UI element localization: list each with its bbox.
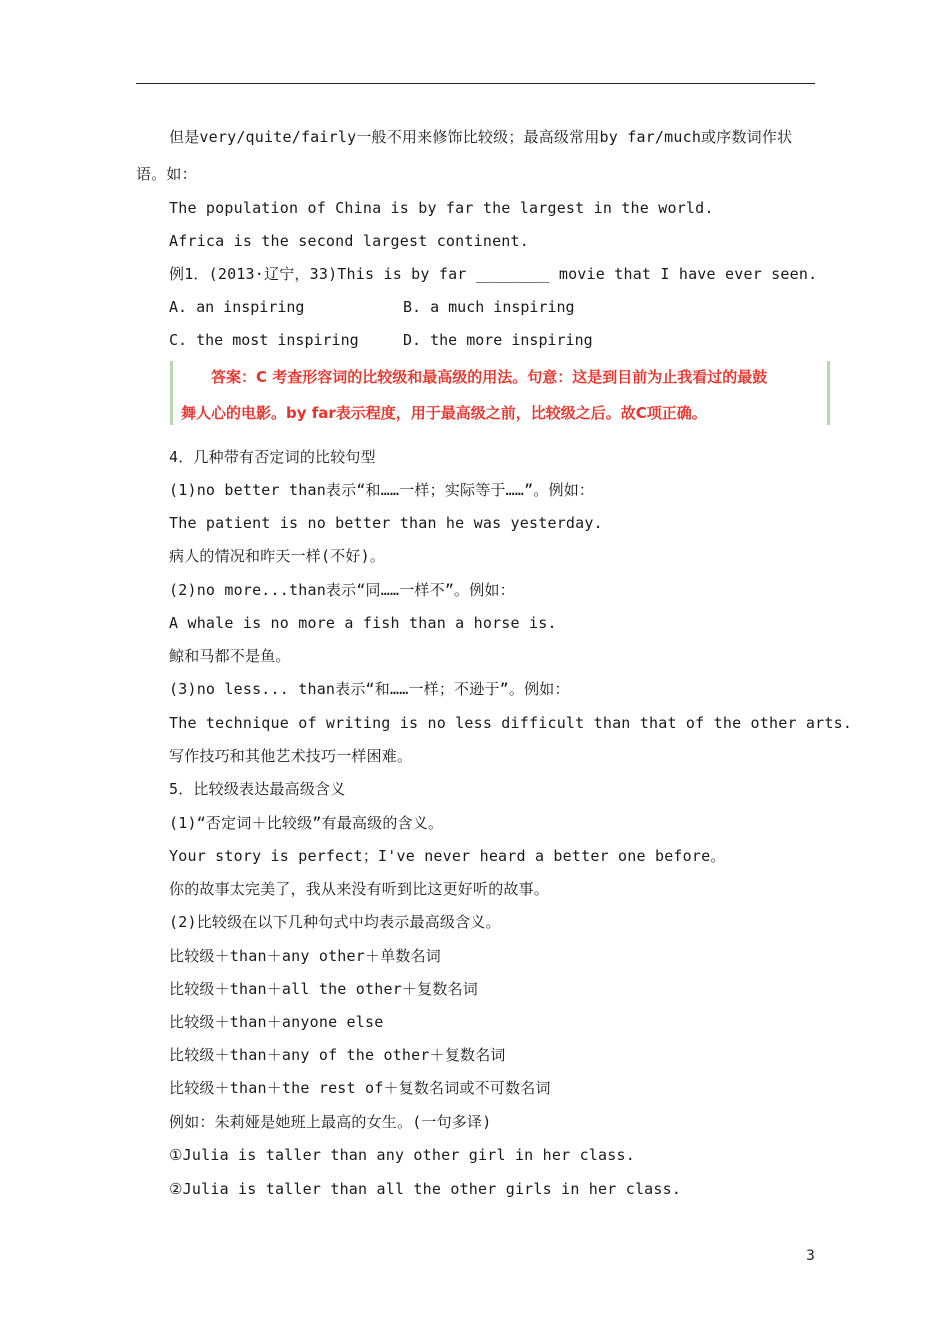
text-line: 语。如： [136, 165, 197, 183]
answer-line-2: 舞人心的电影。by far表示程度，用于最高级之前，比较级之后。故C项正确。 [181, 404, 707, 422]
page-number: 3 [806, 1248, 815, 1264]
text-line: Your story is perfect；I've never heard a better one before。 [169, 847, 726, 865]
text-line: A whale is no more a fish than a horse is. [169, 614, 557, 632]
text-line: 比较级＋than＋any of the other＋复数名词 [169, 1046, 506, 1064]
section-heading: 5．比较级表达最高级含义 [169, 780, 346, 798]
text-line: The population of China is by far the largest in the world. [169, 199, 714, 217]
option-b: B. a much inspiring [403, 298, 575, 316]
text-line: ①Julia is taller than any other girl in her class. [169, 1146, 635, 1164]
text-line: 写作技巧和其他艺术技巧一样困难。 [169, 747, 413, 765]
text-line: 病人的情况和昨天一样(不好)。 [169, 547, 386, 565]
example-question: 例1．(2013·辽宁，33)This is by far ________ movie that I have ever seen. [169, 265, 818, 283]
text-line: ②Julia is taller than all the other girls in her class. [169, 1180, 682, 1198]
text-line: Africa is the second largest continent. [169, 232, 529, 250]
text-line: 比较级＋than＋all the other＋复数名词 [169, 980, 478, 998]
text-line: 你的故事太完美了，我从来没有听到比这更好听的故事。 [169, 880, 550, 898]
text-line: 比较级＋than＋the rest of＋复数名词或不可数名词 [169, 1079, 551, 1097]
header-rule [136, 83, 815, 84]
text-line: (2)no more...than表示“同……一样不”。例如： [169, 581, 515, 599]
text-line: The technique of writing is no less difficult than that of the other arts. [169, 714, 853, 732]
text-line: 比较级＋than＋anyone else [169, 1013, 384, 1031]
option-c: C. the most inspiring [169, 331, 359, 349]
text-line: 例如：朱莉娅是她班上最高的女生。(一句多译) [169, 1113, 492, 1131]
text-line: (2)比较级在以下几种句式中均表示最高级含义。 [169, 913, 501, 931]
answer-box [170, 361, 830, 425]
text-line: (1)no better than表示“和……一样；实际等于……”。例如： [169, 481, 595, 499]
section-heading: 4．几种带有否定词的比较句型 [169, 448, 376, 466]
option-d: D. the more inspiring [403, 331, 593, 349]
text-line: The patient is no better than he was yesterday. [169, 514, 603, 532]
option-a: A. an inspiring [169, 298, 305, 316]
text-line: 鲸和马都不是鱼。 [169, 647, 291, 665]
text-line: 但是very/quite/fairly一般不用来修饰比较级；最高级常用by far/much或序数词作状 [169, 128, 793, 146]
text-line: (1)“否定词＋比较级”有最高级的含义。 [169, 814, 444, 832]
answer-line-1: 答案：C 考查形容词的比较级和最高级的用法。句意：这是到目前为止我看过的最鼓 [211, 368, 768, 386]
text-line: 比较级＋than＋any other＋单数名词 [169, 947, 442, 965]
text-line: (3)no less... than表示“和……一样；不逊于”。例如： [169, 680, 570, 698]
